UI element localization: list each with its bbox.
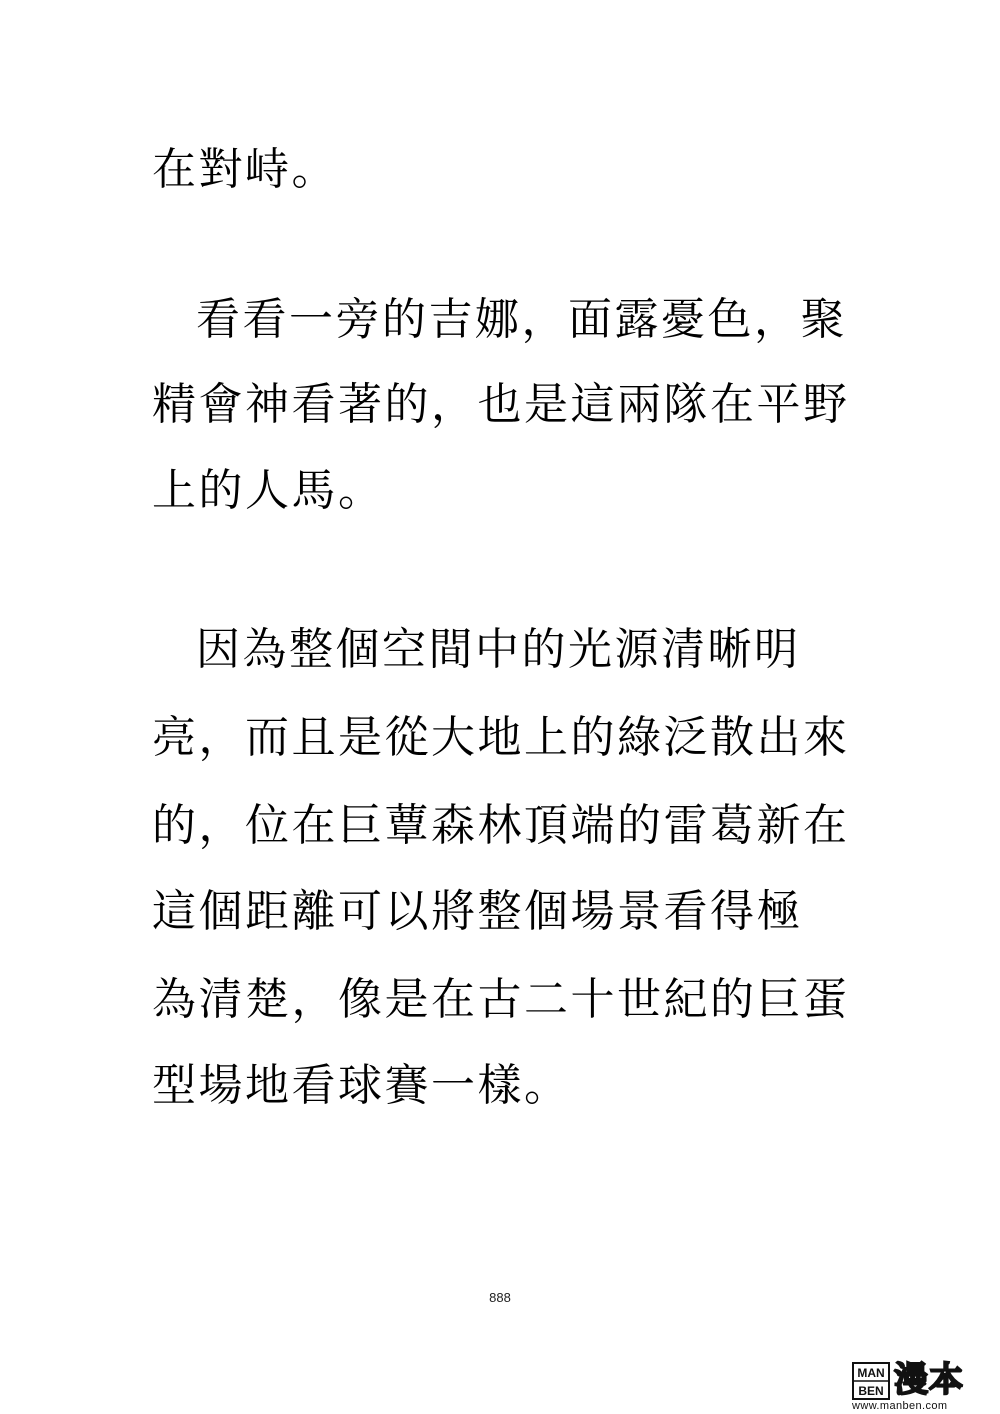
paragraph-2-line-1: 看看一旁的吉娜，面露憂色，聚: [196, 294, 847, 345]
paragraph-2-line-3: 上的人馬。: [152, 465, 385, 516]
text-line-1: 在對峙。: [152, 144, 338, 195]
paragraph-3-line-4: 這個距離可以將整個場景看得極: [152, 886, 803, 937]
logo-text-bottom: BEN: [858, 1384, 884, 1398]
paragraph-2-line-2: 精會神看著的，也是這兩隊在平野: [152, 379, 850, 430]
logo-text-top: MAN: [857, 1366, 885, 1380]
page-number: 888: [489, 1290, 511, 1305]
paragraph-3-line-3: 的，位在巨蕈森林頂端的雷葛新在: [152, 800, 850, 851]
paragraph-3-line-2: 亮，而且是從大地上的綠泛散出來: [152, 712, 850, 763]
watermark-brand: 漫本: [894, 1360, 964, 1400]
paragraph-3-line-1: 因為整個空間中的光源清晰明: [196, 624, 801, 675]
paragraph-3-line-6: 型場地看球賽一樣。: [152, 1060, 571, 1111]
site-watermark: [852, 1362, 994, 1412]
manben-logo-icon: [852, 1362, 890, 1400]
paragraph-3-line-5: 為清楚，像是在古二十世紀的巨蛋: [152, 974, 850, 1025]
watermark-url: www.manben.com: [852, 1400, 948, 1412]
